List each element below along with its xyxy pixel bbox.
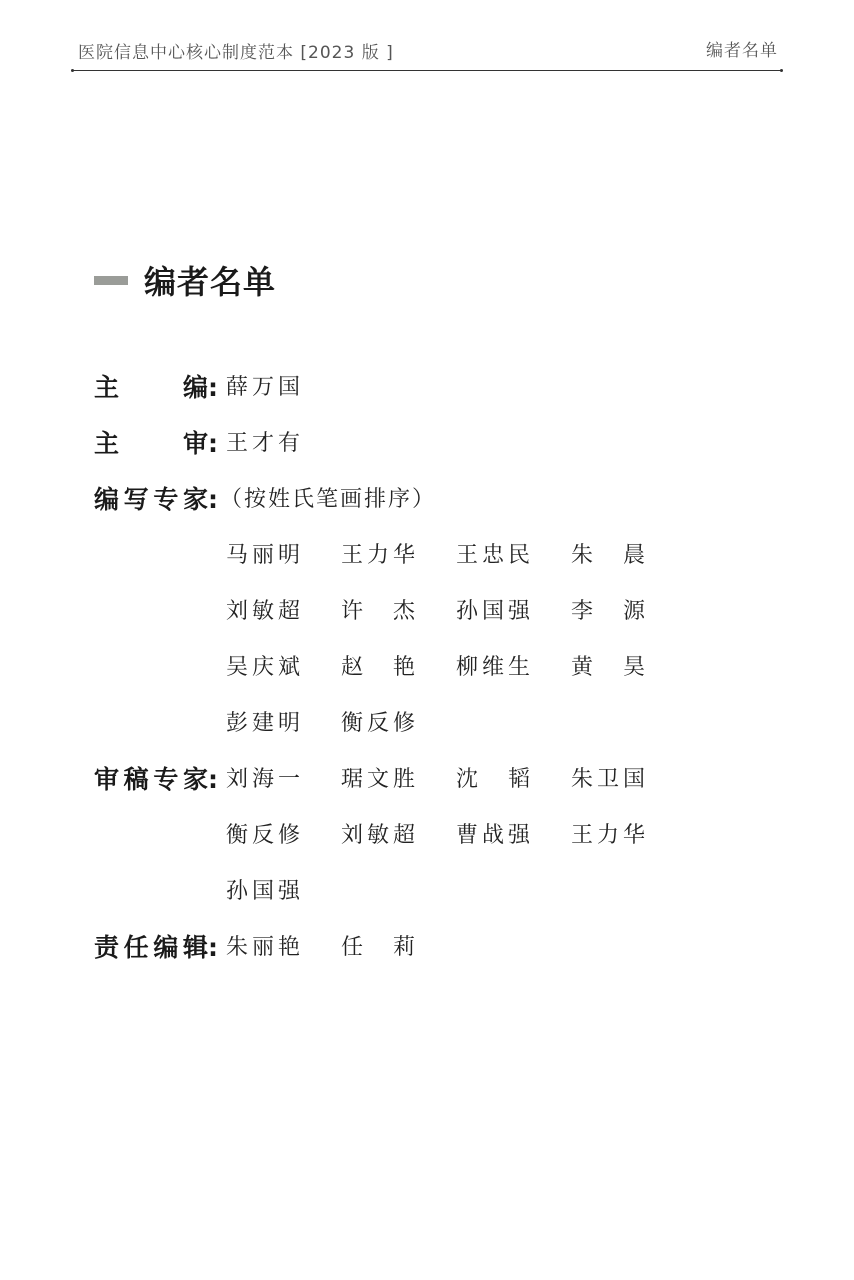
person-name-text: 刘 敏 超 bbox=[226, 599, 300, 624]
person-name bbox=[226, 416, 341, 472]
role-label-text: 主 编 bbox=[94, 373, 208, 402]
role-row bbox=[94, 472, 794, 752]
person-name-text: 薛 万 国 bbox=[226, 375, 300, 400]
ordering-note: （按姓氏笔画排序） bbox=[220, 487, 437, 512]
role-label-text: 审 稿 专 家 bbox=[94, 765, 208, 794]
name-list bbox=[226, 920, 794, 976]
header-rule bbox=[72, 70, 782, 71]
person-name-text: 吴 庆 斌 bbox=[226, 655, 300, 680]
person-name-text: 孙 国 强 bbox=[456, 599, 530, 624]
person-name bbox=[341, 696, 456, 752]
person-name bbox=[456, 808, 571, 864]
running-header bbox=[78, 38, 778, 64]
person-name bbox=[226, 696, 341, 752]
role-label bbox=[94, 360, 226, 416]
name-list bbox=[226, 416, 794, 472]
person-name-text: 琚 文 胜 bbox=[341, 767, 415, 792]
person-name bbox=[571, 640, 686, 696]
role-label bbox=[94, 472, 226, 528]
name-list bbox=[226, 752, 794, 920]
person-name-text: 王 力 华 bbox=[571, 823, 645, 848]
role-label-text: 编 写 专 家 bbox=[94, 485, 208, 514]
person-name-text: 衡 反 修 bbox=[341, 711, 415, 736]
role-label-text: 主 审 bbox=[94, 429, 208, 458]
person-name bbox=[456, 528, 571, 584]
person-name bbox=[456, 640, 571, 696]
name-list bbox=[220, 472, 794, 752]
person-name bbox=[226, 584, 341, 640]
role-row bbox=[94, 920, 794, 976]
person-name bbox=[226, 528, 341, 584]
heading-title: 编者名单 bbox=[144, 263, 277, 301]
person-name-text: 黄 昊 bbox=[571, 655, 645, 680]
role-label-colon: : bbox=[208, 765, 218, 794]
person-name-text: 王 忠 民 bbox=[456, 543, 530, 568]
role-label-colon: : bbox=[208, 485, 218, 514]
person-name-text: 李 源 bbox=[571, 599, 645, 624]
role-label-text: 责 任 编 辑 bbox=[94, 933, 208, 962]
name-list bbox=[226, 360, 794, 416]
person-name bbox=[226, 864, 341, 920]
person-name bbox=[571, 584, 686, 640]
section-heading bbox=[94, 258, 276, 302]
person-name-text: 刘 海 一 bbox=[226, 767, 300, 792]
person-name-text: 赵 艳 bbox=[341, 655, 415, 680]
person-name bbox=[226, 640, 341, 696]
person-name bbox=[571, 808, 686, 864]
person-name bbox=[341, 584, 456, 640]
person-name bbox=[341, 808, 456, 864]
role-row bbox=[94, 416, 794, 472]
person-name-text: 刘 敏 超 bbox=[341, 823, 415, 848]
person-name-text: 王 才 有 bbox=[226, 431, 300, 456]
section-name: 编者名单 bbox=[706, 41, 778, 61]
role-label-colon: : bbox=[208, 429, 218, 458]
role-row bbox=[94, 360, 794, 416]
person-name-text: 王 力 华 bbox=[341, 543, 415, 568]
person-name bbox=[571, 528, 686, 584]
person-name-text: 任 莉 bbox=[341, 935, 415, 960]
person-name bbox=[341, 640, 456, 696]
person-name bbox=[456, 752, 571, 808]
person-name bbox=[341, 752, 456, 808]
person-name bbox=[571, 752, 686, 808]
person-name bbox=[456, 584, 571, 640]
person-name-text: 许 杰 bbox=[341, 599, 415, 624]
person-name-text: 沈 韬 bbox=[456, 767, 530, 792]
heading-bar bbox=[94, 276, 128, 285]
role-row bbox=[94, 752, 794, 920]
person-name-text: 孙 国 强 bbox=[226, 879, 300, 904]
person-name bbox=[226, 752, 341, 808]
role-label bbox=[94, 920, 226, 976]
person-name-text: 马 丽 明 bbox=[226, 543, 300, 568]
person-name-text: 柳 维 生 bbox=[456, 655, 530, 680]
person-name-text: 衡 反 修 bbox=[226, 823, 300, 848]
person-name-text: 彭 建 明 bbox=[226, 711, 300, 736]
book-title: 医院信息中心核心制度范本 [2023 版 ] bbox=[78, 43, 394, 63]
role-label-colon: : bbox=[208, 373, 218, 402]
role-label bbox=[94, 752, 226, 808]
person-name bbox=[226, 920, 341, 976]
person-name-text: 曹 战 强 bbox=[456, 823, 530, 848]
role-label-colon: : bbox=[208, 933, 218, 962]
role-label bbox=[94, 416, 226, 472]
person-name-text: 朱 卫 国 bbox=[571, 767, 645, 792]
person-name-text: 朱 丽 艳 bbox=[226, 935, 300, 960]
person-name-text: 朱 晨 bbox=[571, 543, 645, 568]
contributor-list bbox=[94, 360, 794, 976]
person-name bbox=[341, 528, 456, 584]
person-name bbox=[226, 360, 341, 416]
person-name bbox=[341, 920, 456, 976]
person-name bbox=[226, 808, 341, 864]
